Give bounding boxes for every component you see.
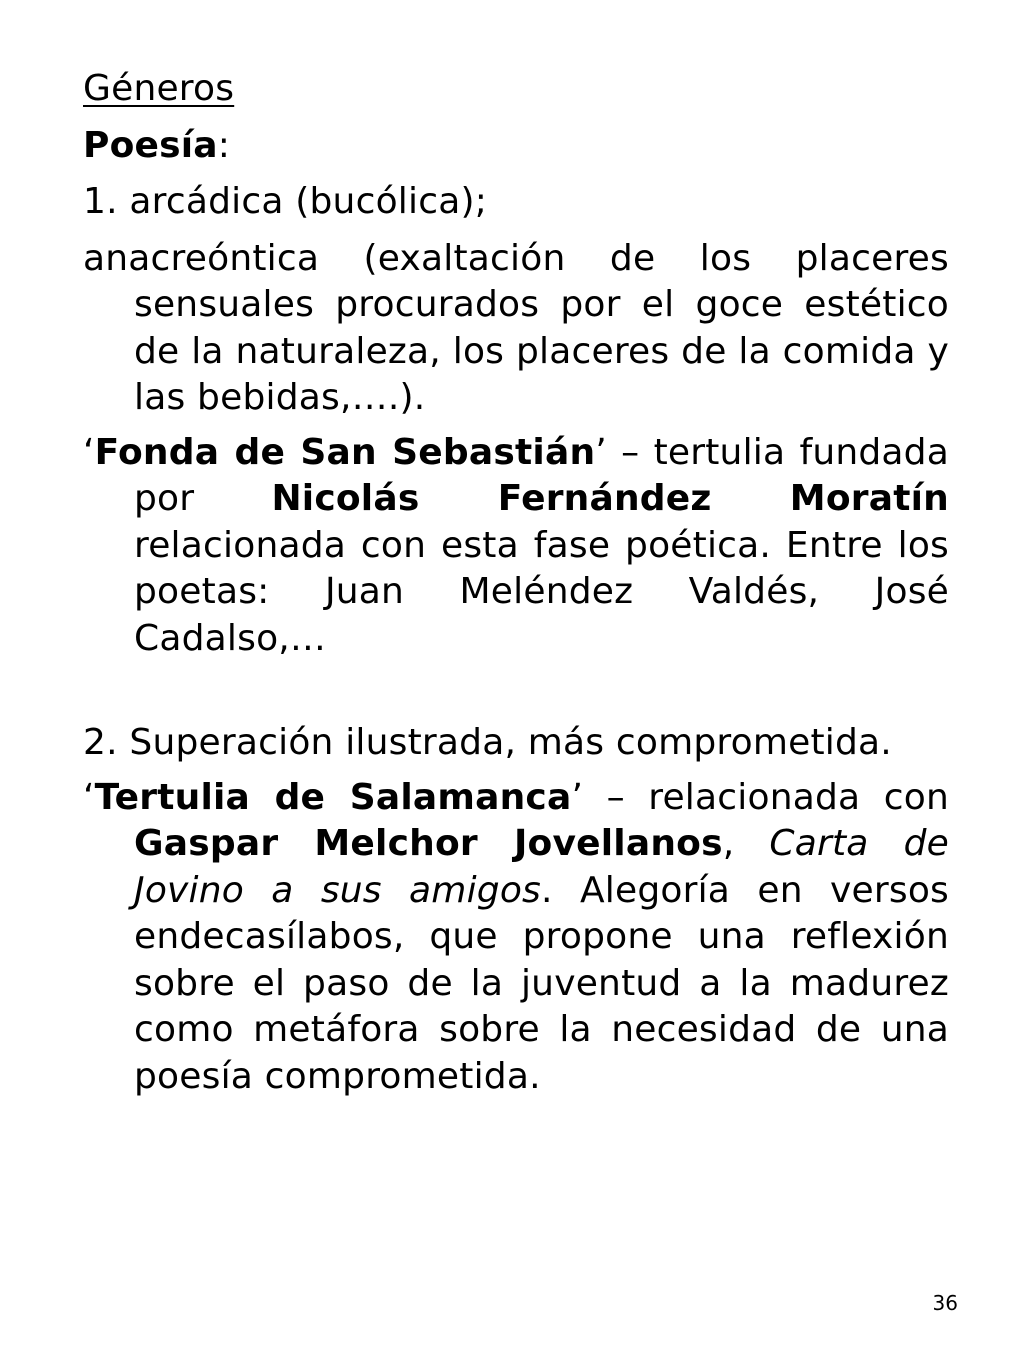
fonda-close-quote: ’ (595, 431, 607, 473)
fonda-text-2: relacionada con esta fase poética. Entre los poetas: Juan Meléndez Valdés, José Cadalso,… (134, 524, 949, 659)
page-number: 36 (932, 1291, 958, 1315)
paragraph-spacer (83, 662, 949, 720)
salamanca-author: Gaspar Melchor Jovellanos (134, 823, 723, 864)
salamanca-close-quote: ’ (571, 776, 584, 818)
salamanca-name: Tertulia de Salamanca (94, 776, 572, 818)
salamanca-comma: , (722, 823, 770, 864)
fonda-open-quote: ‘ (83, 431, 95, 473)
poetry-title (83, 123, 949, 170)
poetry-colon: : (217, 124, 231, 166)
anacreontic-paragraph: anacreóntica (exaltación de los placeres sensuales procurados por el goce estético de la naturaleza, los placeres de la comida y las bebidas,….). (83, 237, 949, 418)
salamanca-open-quote: ‘ (83, 776, 95, 818)
document-body (83, 66, 949, 1100)
section-heading: Géneros (83, 68, 235, 109)
salamanca-text-2: . Alegoría en versos endecasílabos, que propone una reflexión sobre el paso de la juventud a la madurez como metáfora sobre la necesidad de una poesía comprometida. (134, 869, 949, 1097)
poetry-label: Poesía (83, 124, 218, 166)
salamanca-text-1: – relacionada con (583, 776, 949, 818)
fonda-name: Fonda de San Sebastián (94, 431, 596, 473)
item-2: 2. Superación ilustrada, más comprometida. (83, 722, 892, 763)
fonda-text-1: – tertulia fundada por (134, 431, 949, 519)
salamanca-paragraph (83, 775, 949, 1101)
item-1: 1. arcádica (bucólica); (83, 181, 488, 222)
fonda-founder: Nicolás Fernández Moratín (271, 478, 949, 519)
salamanca-work: Carta de Jovino a sus amigos (134, 823, 949, 911)
fonda-paragraph (83, 430, 949, 663)
